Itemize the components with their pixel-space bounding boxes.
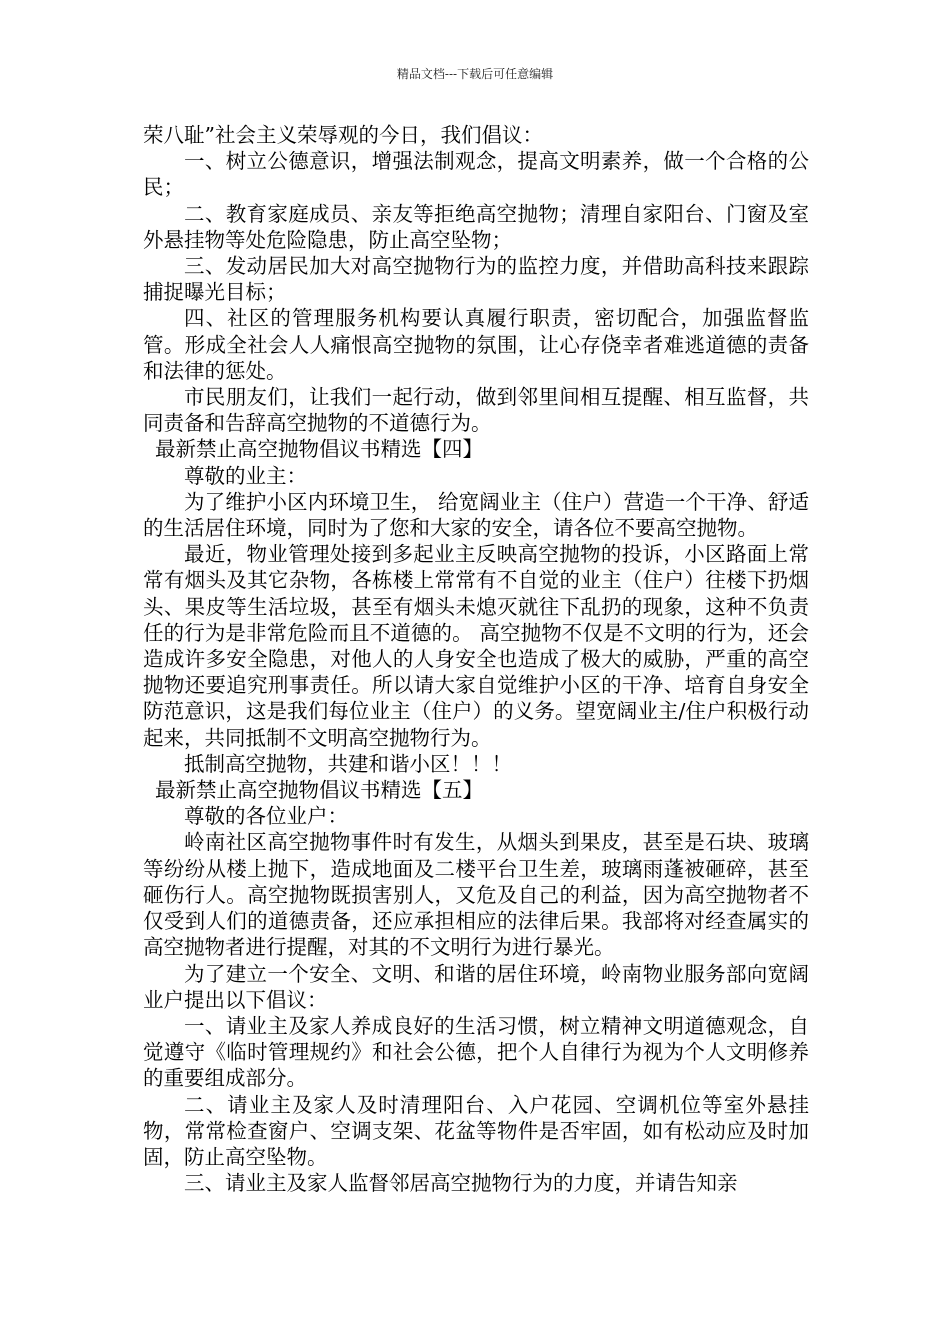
paragraph: 荣八耻”社会主义荣辱观的今日，我们倡议： (143, 123, 543, 147)
paragraph: 三、请业主及家人监督邻居高空抛物行为的力度，并请告知亲 (184, 1171, 738, 1196)
document-body (143, 122, 809, 1196)
paragraph: 尊敬的业主： (184, 463, 307, 488)
paragraph: 尊敬的各位业户： (184, 804, 348, 829)
paragraph: 二、请业主及家人及时清理阳台、入户花园、空调机位等室外悬挂物，常常检查窗户、空调支架、花盆等物件是否牢固，如有松动应及时加固，防止高空坠物。 (143, 1092, 809, 1169)
paragraph: 二、教育家庭成员、亲友等拒绝高空抛物；清理自家阳台、门窗及室外悬挂物等处危险隐患，防止高空坠物； (143, 201, 809, 252)
section-heading: 最新禁止高空抛物倡议书精选【四】 (155, 437, 483, 462)
section-heading: 最新禁止高空抛物倡议书精选【五】 (155, 778, 483, 803)
paragraph: 为了建立一个安全、文明、和谐的居住环境，岭南物业服务部向宽阔业户提出以下倡议： (143, 961, 809, 1012)
paragraph: 市民朋友们，让我们一起行动，做到邻里间相互提醒、相互监督，共同责备和告辞高空抛物的不道德行为。 (143, 385, 809, 436)
paragraph: 三、发动居民加大对高空抛物行为的监控力度，并借助高科技来跟踪捕捉曝光目标； (143, 254, 809, 305)
paragraph: 岭南社区高空抛物事件时有发生，从烟头到果皮，甚至是石块、玻璃等纷纷从楼上抛下，造成地面及二楼平台卫生差，玻璃雨蓬被砸碎，甚至砸伤行人。高空抛物既损害别人，又危及自己的利益，因为高空抛物者不仅受到人们的道德责备，还应承担相应的法律后果。我部将对经查属实的高空抛物者进行提醒，对其的不文明行为进行暴光。 (143, 830, 809, 960)
paragraph: 为了维护小区内环境卫生， 给宽阔业主（住户）营造一个干净、舒适的生活居住环境，同时为了您和大家的安全，请各位不要高空抛物。 (143, 489, 809, 541)
paragraph: 四、社区的管理服务机构要认真履行职责，密切配合，加强监督监管。形成全社会人人痛恨高空抛物的氛围，让心存侥幸者难逃道德的责备和法律的惩处。 (143, 306, 809, 383)
paragraph: 一、树立公德意识，增强法制观念，提高文明素养，做一个合格的公民； (143, 149, 809, 200)
paragraph: 一、请业主及家人养成良好的生活习惯，树立精神文明道德观念，自觉遵守《临时管理规约》和社会公德，把个人自律行为视为个人文明修养的重要组成部分。 (143, 1013, 809, 1091)
paragraph: 最近，物业管理处接到多起业主反映高空抛物的投诉，小区路面上常常有烟头及其它杂物，各栋楼上常常有不自觉的业主（住户）往楼下扔烟头、果皮等生活垃圾，甚至有烟头未熄灭就往下乱扔的现象，这种不负责任的行为是非常危险而且不道德的。 高空抛物不仅是不文明的行为，还会造成许多安全隐患，对他人的人身安全也造成了极大的威胁，严重的高空抛物还要追究刑事责任。所以请大家自觉维护小区的干净、培育自身安全防范意识，这是我们每位业主（住户）的义务。望宽阔业主/住户积极行动起来，共同抵制不文明高空抛物行为。 (143, 542, 809, 750)
page-header: 精品文档---下载后可任意编辑 (396, 67, 554, 81)
paragraph: 抵制高空抛物，共建和谐小区！！！ (184, 751, 512, 776)
